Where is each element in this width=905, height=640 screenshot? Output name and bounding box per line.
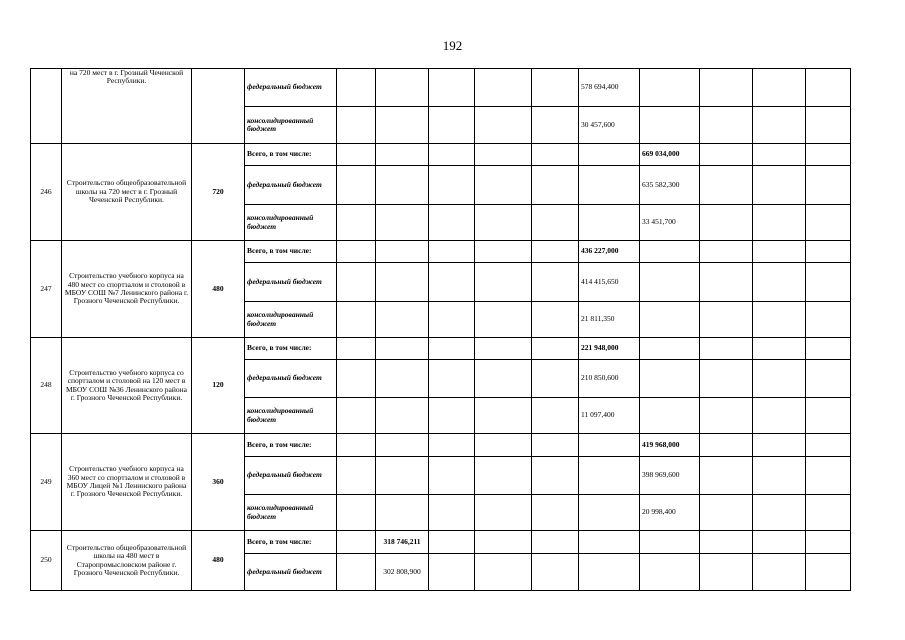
capacity-cell xyxy=(192,69,245,144)
source-label: консолидированный бюджет xyxy=(245,205,337,241)
capacity-cell: 480 xyxy=(192,241,245,338)
row-number-cell xyxy=(31,69,62,144)
object-name-cell: на 720 мест в г. Грозный Чеченской Республики. xyxy=(62,69,192,144)
row-number-cell: 248 xyxy=(31,338,62,434)
object-name-cell: Строительство учебного корпуса на 480 мест со спортзалом и столовой в МБОУ СОШ №7 Ленинского района г. Грозного Чеченской Республики. xyxy=(62,241,192,338)
value-cell: 414 415,650 xyxy=(579,263,640,302)
capacity-cell: 360 xyxy=(192,434,245,531)
value-cell: 221 948,000 xyxy=(579,338,640,360)
source-label: консолидированный бюджет xyxy=(245,495,337,531)
source-label: федеральный бюджет xyxy=(245,554,337,591)
source-label: федеральный бюджет xyxy=(245,263,337,302)
total-label: Всего, в том числе: xyxy=(245,434,337,457)
source-label: консолидированный бюджет xyxy=(245,302,337,338)
source-label: консолидированный бюджет xyxy=(245,398,337,434)
value-cell: 302 808,900 xyxy=(376,554,429,591)
object-name-cell: Строительство общеобразовательной школы на 480 мест в Старопромысловском районе г. Грозного Чеченской Республики. xyxy=(62,531,192,591)
value-cell: 20 998,400 xyxy=(640,495,700,531)
value-cell: 578 694,400 xyxy=(579,69,640,107)
value-cell: 419 968,000 xyxy=(640,434,700,457)
table-row xyxy=(31,144,851,166)
value-cell: 318 746,211 xyxy=(376,531,429,554)
source-label: федеральный бюджет xyxy=(245,360,337,398)
source-label: федеральный бюджет xyxy=(245,457,337,495)
row-number-cell: 249 xyxy=(31,434,62,531)
source-label: федеральный бюджет xyxy=(245,69,337,107)
total-label: Всего, в том числе: xyxy=(245,531,337,554)
table-row xyxy=(31,531,851,554)
total-label: Всего, в том числе: xyxy=(245,241,337,263)
capacity-cell: 720 xyxy=(192,144,245,241)
object-name-cell: Строительство учебного корпуса на 360 мест со спортзалом и столовой в МБОУ Лицей №1 Ленинского района г. Грозного Чеченской Республики. xyxy=(62,434,192,531)
object-name-cell: Строительство учебного корпуса со спортзалом и столовой на 120 мест в МБОУ СОШ №36 Ленинского района г. Грозного Чеченской Республики. xyxy=(62,338,192,434)
value-cell: 30 457,600 xyxy=(579,107,640,144)
table-row xyxy=(31,338,851,360)
capacity-cell: 120 xyxy=(192,338,245,434)
table-row xyxy=(31,434,851,457)
value-cell: 11 097,400 xyxy=(579,398,640,434)
value-cell: 436 227,000 xyxy=(579,241,640,263)
value-cell: 210 850,600 xyxy=(579,360,640,398)
value-cell: 33 451,700 xyxy=(640,205,700,241)
budget-table xyxy=(30,68,851,591)
source-label: консолидированный бюджет xyxy=(245,107,337,144)
value-cell: 398 969,600 xyxy=(640,457,700,495)
total-label: Всего, в том числе: xyxy=(245,338,337,360)
row-number-cell: 247 xyxy=(31,241,62,338)
object-name-cell: Строительство общеобразовательной школы на 720 мест в г. Грозный Чеченской Республики. xyxy=(62,144,192,241)
row-number-cell: 246 xyxy=(31,144,62,241)
total-label: Всего, в том числе: xyxy=(245,144,337,166)
source-label: федеральный бюджет xyxy=(245,166,337,205)
table-row xyxy=(31,241,851,263)
value-cell: 635 582,300 xyxy=(640,166,700,205)
value-cell: 21 811,350 xyxy=(579,302,640,338)
table-row xyxy=(31,69,851,107)
value-cell: 669 034,000 xyxy=(640,144,700,166)
capacity-cell: 480 xyxy=(192,531,245,591)
row-number-cell: 250 xyxy=(31,531,62,591)
page-number: 192 xyxy=(442,38,463,53)
